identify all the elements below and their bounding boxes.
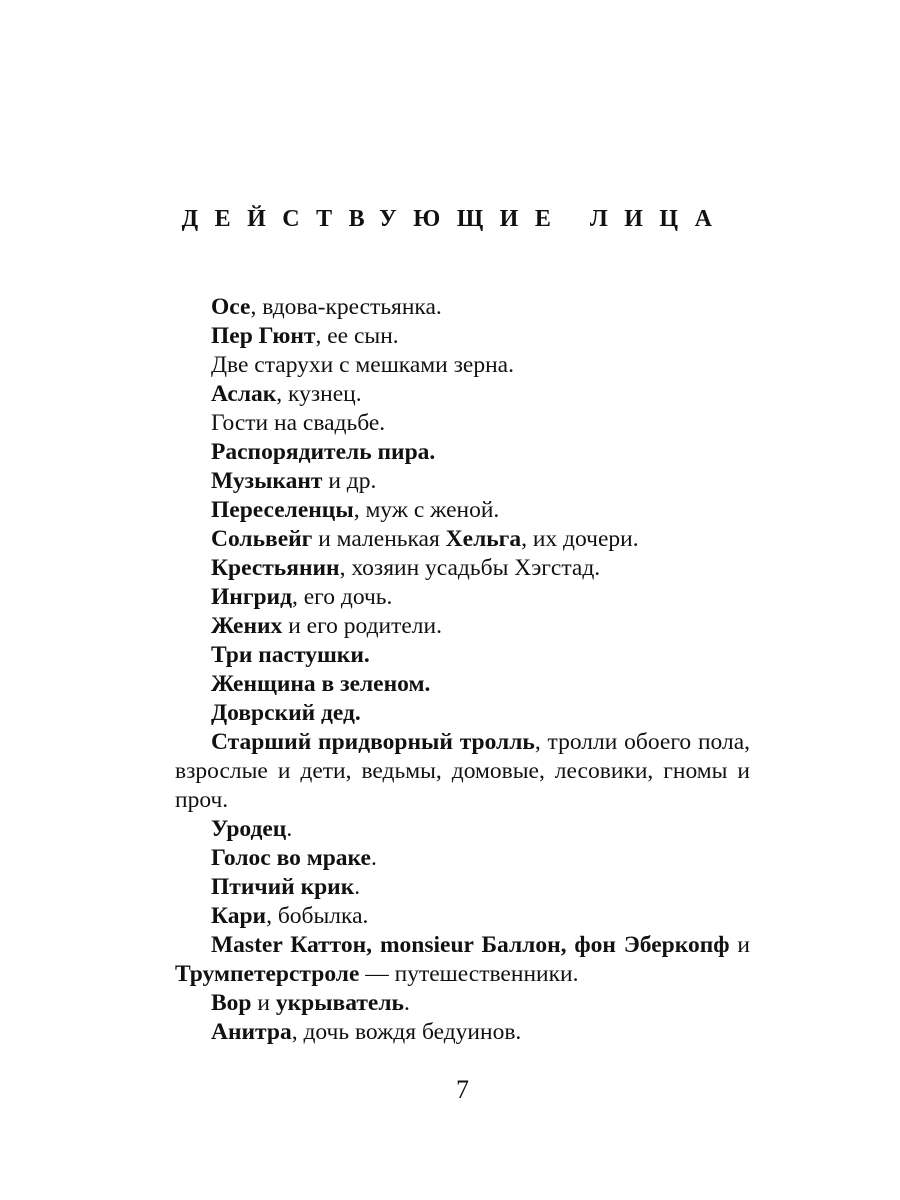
character-description: . [403, 990, 410, 1016]
character-description: и др. [322, 468, 377, 494]
character-name: Переселенцы [211, 497, 354, 523]
cast-entry [175, 902, 750, 931]
cast-entry [175, 931, 750, 989]
character-description: и [729, 932, 751, 958]
cast-entry [175, 380, 750, 409]
cast-entry [175, 496, 750, 525]
character-description: и маленькая [312, 526, 446, 552]
character-name: Птичий крик [211, 874, 355, 900]
cast-entry [175, 1018, 750, 1047]
character-name: Master Каттон, monsieur Баллон, фон Эберкопф [211, 932, 730, 958]
cast-entry [175, 554, 750, 583]
cast-entry [175, 409, 750, 438]
cast-entry [175, 293, 750, 322]
character-description: , их дочери. [521, 526, 639, 552]
character-description: , хозяин усадьбы Хэгстад. [339, 555, 601, 581]
character-description: , муж с женой. [353, 497, 500, 523]
cast-list [175, 293, 750, 1047]
character-name: Вор [211, 990, 252, 1016]
character-description: , бобылка. [266, 903, 369, 929]
cast-entry [175, 641, 750, 670]
character-description: , дочь вождя бедуинов. [291, 1019, 522, 1045]
character-name: Крестьянин [211, 555, 340, 581]
character-name: Ингрид [211, 584, 292, 610]
character-description: Гости на свадьбе. [211, 410, 386, 436]
character-description: . [370, 845, 377, 871]
character-description: , ее сын. [315, 323, 399, 349]
character-description: , вдова-крестьянка. [250, 294, 442, 320]
cast-entry [175, 438, 750, 467]
character-name: Сольвейг [211, 526, 313, 552]
character-name: Трумпетерстроле [175, 961, 360, 987]
cast-entry [175, 728, 750, 815]
character-description: , тролли обоего пола, взрослые и дети, ведьмы, домовые, лесовики, гномы и проч. [175, 729, 750, 813]
page-number: 7 [456, 1075, 469, 1104]
character-description: . [354, 874, 361, 900]
character-description: — путешественники. [359, 961, 579, 987]
page-heading: ДЕЙСТВУЮЩИЕ ЛИЦА [181, 206, 729, 232]
character-name: Старший придворный тролль [211, 729, 535, 755]
character-name: Анитра [211, 1019, 292, 1045]
character-name: Распорядитель пира. [211, 439, 436, 465]
cast-entry [175, 612, 750, 641]
character-name: Доврский дед. [211, 700, 361, 726]
cast-entry [175, 351, 750, 380]
character-name: Жених [211, 613, 283, 639]
cast-entry [175, 322, 750, 351]
cast-entry [175, 525, 750, 554]
character-name: Три пастушки. [211, 642, 370, 668]
character-name: Кари [211, 903, 267, 929]
character-description: и [251, 990, 276, 1016]
character-name: Музыкант [211, 468, 323, 494]
character-name: Женщина в зеленом. [211, 671, 431, 697]
cast-entry [175, 583, 750, 612]
character-name: Голос во мраке [211, 845, 371, 871]
character-description: Две старухи с мешками зерна. [211, 352, 514, 378]
character-name: Осе [211, 294, 251, 320]
cast-entry [175, 844, 750, 873]
character-description: , кузнец. [276, 381, 362, 407]
character-description: . [286, 816, 293, 842]
character-name: Пер Гюнт [211, 323, 316, 349]
cast-entry [175, 815, 750, 844]
cast-entry [175, 670, 750, 699]
character-name: Хельга [445, 526, 522, 552]
character-description: и его родители. [282, 613, 442, 639]
character-name: Уродец [211, 816, 287, 842]
character-name: Аслак [211, 381, 277, 407]
cast-entry [175, 989, 750, 1018]
cast-entry [175, 467, 750, 496]
character-name: укрыватель [275, 990, 404, 1016]
character-description: , его дочь. [292, 584, 393, 610]
cast-entry [175, 873, 750, 902]
cast-entry [175, 699, 750, 728]
